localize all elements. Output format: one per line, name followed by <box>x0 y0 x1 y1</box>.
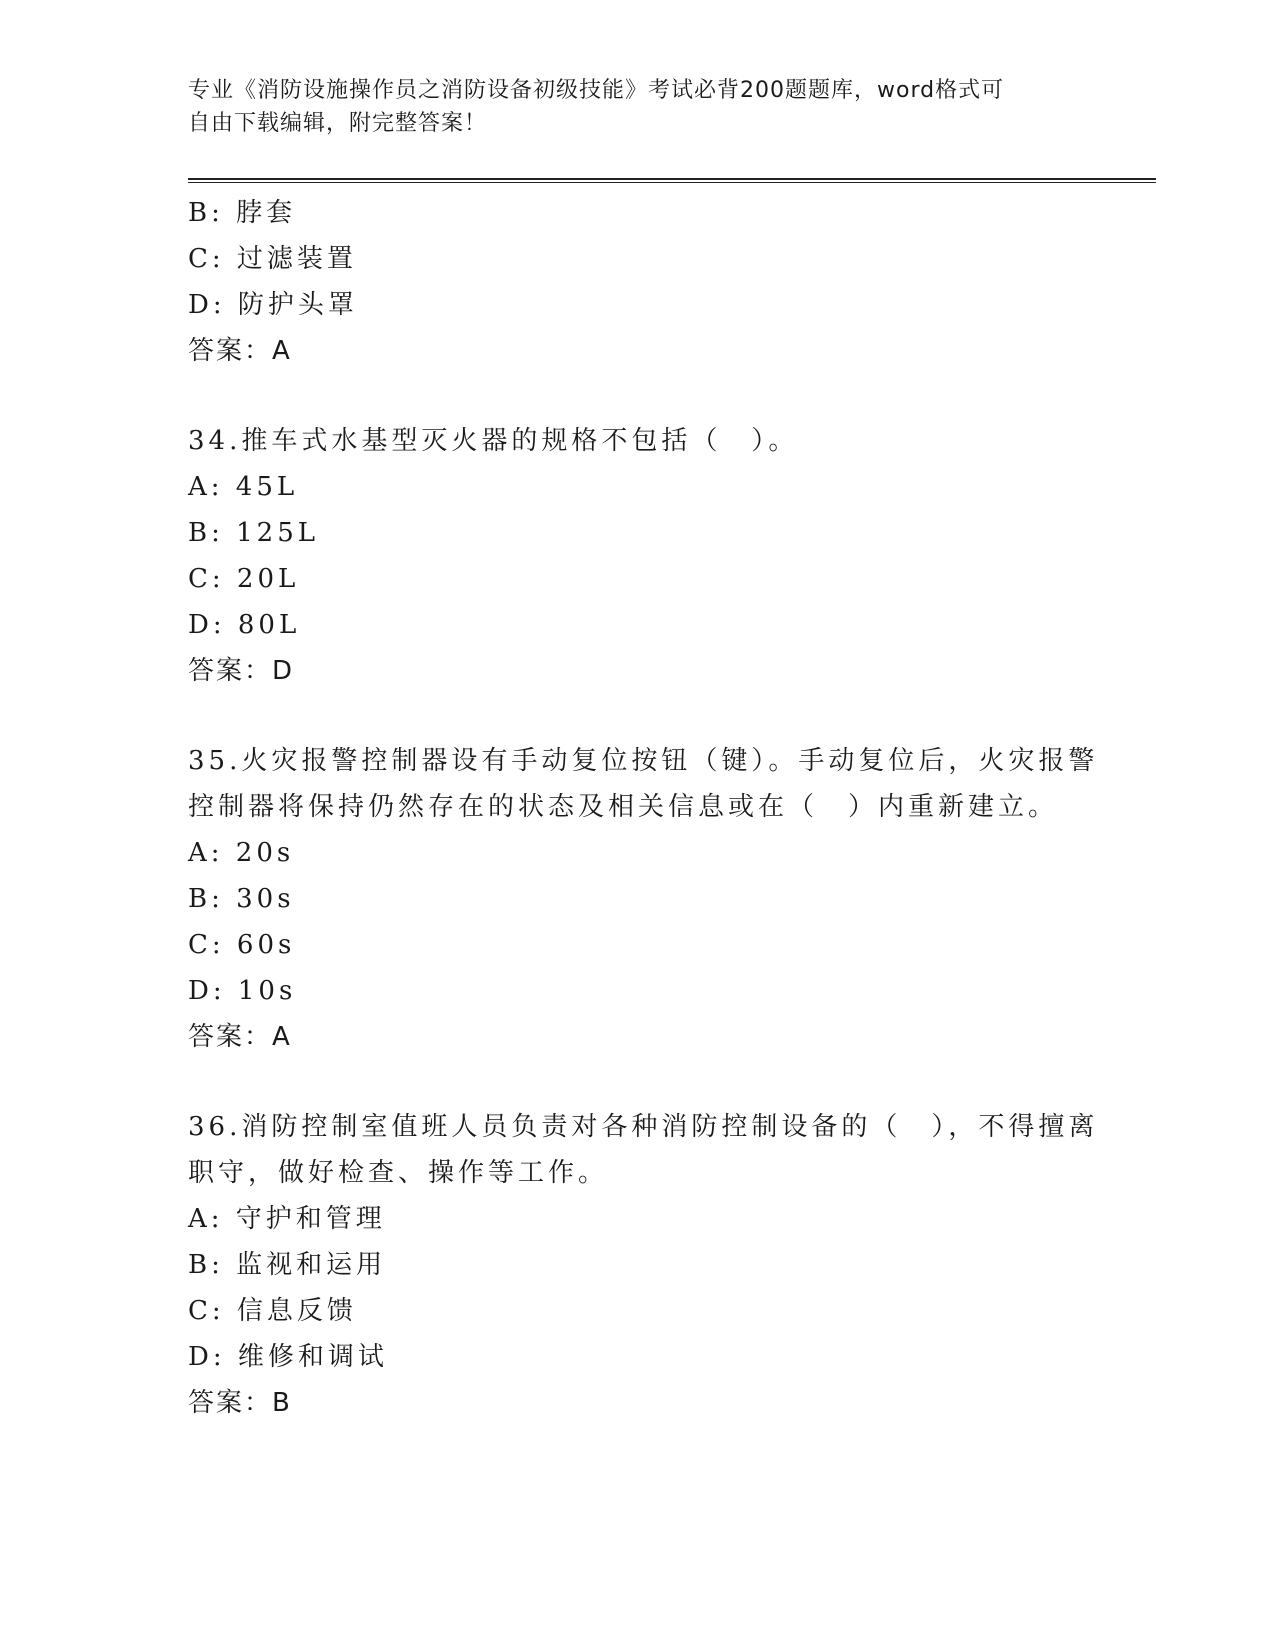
question-36 <box>188 1104 1099 1426</box>
option-d: D: 80L <box>188 610 301 640</box>
option-c: C: 过滤装置 <box>188 244 357 274</box>
option-b: B: 监视和运用 <box>188 1250 387 1280</box>
answer-line: 答案：A <box>188 1022 292 1052</box>
question-34 <box>188 418 1088 694</box>
option-c: C: 60s <box>188 930 296 960</box>
header-line-1: 专业《消防设施操作员之消防设备初级技能》考试必背200题题库，word格式可 <box>188 78 1005 103</box>
question-35 <box>188 738 1099 1060</box>
option-d: D: 防护头罩 <box>188 290 358 320</box>
answer-line: 答案：A <box>188 336 292 366</box>
option-b: B: 脖套 <box>188 198 297 228</box>
option-c: C: 信息反馈 <box>188 1296 357 1326</box>
question-33-tail <box>188 190 1088 374</box>
spacer <box>188 1060 1088 1104</box>
option-a: A: 守护和管理 <box>188 1204 386 1234</box>
option-b: B: 30s <box>188 884 295 914</box>
question-text: 34.推车式水基型灭火器的规格不包括（ ）。 <box>188 426 799 456</box>
header-line-2: 自由下载编辑，附完整答案！ <box>188 111 488 136</box>
option-d: D: 10s <box>188 976 297 1006</box>
header-divider <box>188 178 1156 183</box>
question-text-line-1: 35.火灾报警控制器设有手动复位按钮（键）。手动复位后，火灾报警 <box>188 746 1099 776</box>
question-text-line-1: 36.消防控制室值班人员负责对各种消防控制设备的（ ），不得擅离 <box>188 1112 1099 1142</box>
question-list <box>188 190 1099 1426</box>
option-a: A: 20s <box>188 838 295 868</box>
answer-line: 答案：B <box>188 1388 292 1418</box>
option-b: B: 125L <box>188 518 320 548</box>
answer-line: 答案：D <box>188 656 295 686</box>
page-header <box>188 74 1088 140</box>
spacer <box>188 374 1088 418</box>
question-text-line-2: 职守，做好检查、操作等工作。 <box>188 1158 609 1188</box>
option-c: C: 20L <box>188 564 300 594</box>
question-text-line-2: 控制器将保持仍然存在的状态及相关信息或在（ ）内重新建立。 <box>188 792 1059 822</box>
option-a: A: 45L <box>188 472 299 502</box>
option-d: D: 维修和调试 <box>188 1342 388 1372</box>
spacer <box>188 694 1088 738</box>
